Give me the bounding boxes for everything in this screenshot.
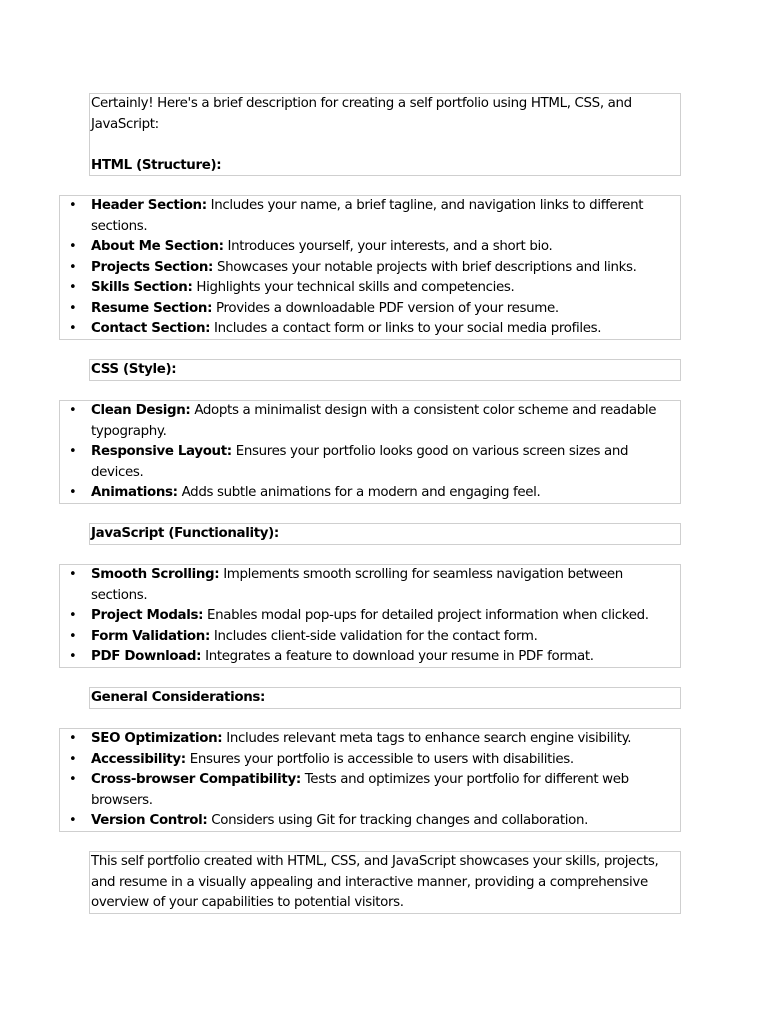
list-item (60, 565, 680, 606)
item-label: Form Validation: (91, 628, 210, 644)
item-text: Integrates a feature to download your resume in PDF format. (201, 649, 594, 664)
bullet-icon: • (69, 608, 77, 623)
list-item (60, 811, 680, 832)
bullet-icon: • (69, 239, 77, 254)
item-label: SEO Optimization: (91, 731, 223, 746)
bullet-icon: • (69, 649, 77, 664)
bullet-list (60, 196, 680, 340)
bullet-icon: • (69, 198, 77, 213)
item-text: Provides a downloadable PDF version of your resume. (212, 300, 559, 316)
item-label: About Me Section: (91, 239, 224, 254)
list-item (60, 196, 680, 237)
item-label: Animations: (91, 485, 178, 500)
item-label: Version Control: (91, 813, 208, 828)
bullet-icon: • (69, 444, 77, 459)
bullet-icon: • (69, 628, 77, 644)
css-heading-block (89, 359, 681, 381)
bullet-icon: • (69, 321, 77, 336)
list-item (60, 319, 680, 340)
bullet-list (60, 729, 680, 832)
item-text: Includes your name, a brief tagline, and navigation links to different sections. (91, 198, 644, 234)
item-label: Projects Section: (91, 259, 214, 275)
intro-block (89, 93, 681, 176)
bullet-icon: • (69, 259, 77, 275)
list-item (60, 770, 680, 811)
item-text: Includes a contact form or links to your social media profiles. (210, 321, 602, 336)
item-text: Considers using Git for tracking changes and collaboration. (207, 813, 589, 828)
conclusion-paragraph: This self portfolio created with HTML, CSS, and JavaScript showcases your skills, projects, and resume in a visually appealing and interactive manner, providing a comprehensive overview of your capabilities to potential visitors. (91, 854, 659, 910)
section-heading: CSS (Style): (91, 362, 177, 377)
conclusion-block (89, 851, 681, 914)
item-text: Ensures your portfolio is accessible to users with disabilities. (185, 751, 574, 767)
bullet-icon: • (69, 772, 77, 787)
item-label: Resume Section: (91, 300, 213, 316)
item-text: Showcases your notable projects with brief descriptions and links. (213, 259, 637, 275)
list-item (60, 258, 680, 279)
item-label: Clean Design: (91, 403, 191, 418)
item-label: Smooth Scrolling: (91, 567, 220, 582)
bullet-icon: • (69, 485, 77, 500)
item-label: Contact Section: (91, 321, 211, 336)
item-text: Tests and optimizes your portfolio for different web browsers. (91, 772, 629, 808)
bullet-list (60, 401, 680, 504)
item-label: Responsive Layout: (91, 444, 232, 459)
bullet-list (60, 565, 680, 668)
list-item (60, 483, 680, 504)
bullet-icon: • (69, 280, 77, 295)
list-item (60, 442, 680, 483)
html-structure-list (59, 195, 681, 340)
item-label: Cross-browser Compatibility: (91, 772, 301, 787)
item-text: Adopts a minimalist design with a consistent color scheme and readable typography. (91, 403, 657, 439)
bullet-icon: • (69, 300, 77, 316)
item-text: Implements smooth scrolling for seamless navigation between sections. (91, 567, 623, 603)
list-item (60, 237, 680, 258)
bullet-icon: • (69, 751, 77, 767)
list-item (60, 278, 680, 299)
item-text: Ensures your portfolio looks good on various screen sizes and devices. (91, 444, 629, 480)
css-style-list (59, 400, 681, 504)
section-heading: JavaScript (Functionality): (91, 526, 279, 541)
item-text: Enables modal pop-ups for detailed project information when clicked. (203, 608, 649, 623)
item-text: Adds subtle animations for a modern and engaging feel. (177, 485, 541, 500)
section-heading: HTML (Structure): (91, 157, 222, 173)
bullet-icon: • (69, 731, 77, 746)
item-label: PDF Download: (91, 649, 202, 664)
list-item (60, 401, 680, 442)
javascript-functionality-list (59, 564, 681, 668)
list-item (60, 647, 680, 668)
section-heading: General Considerations: (91, 690, 266, 705)
list-item (60, 299, 680, 320)
item-label: Project Modals: (91, 608, 204, 623)
item-label: Accessibility: (91, 751, 186, 767)
blank-line (91, 135, 680, 156)
list-item (60, 729, 680, 750)
javascript-heading-block (89, 523, 681, 545)
list-item (60, 627, 680, 648)
item-label: Header Section: (91, 198, 207, 213)
item-text: Includes relevant meta tags to enhance search engine visibility. (222, 731, 632, 746)
intro-paragraph: Certainly! Here's a brief description for creating a self portfolio using HTML, CSS, and JavaScript: (91, 96, 632, 132)
item-text: Includes client-side validation for the contact form. (209, 628, 538, 644)
general-heading-block (89, 687, 681, 709)
item-label: Skills Section: (91, 280, 193, 295)
list-item (60, 606, 680, 627)
general-considerations-list (59, 728, 681, 832)
item-text: Highlights your technical skills and competencies. (192, 280, 515, 295)
bullet-icon: • (69, 813, 77, 828)
list-item (60, 750, 680, 771)
bullet-icon: • (69, 403, 77, 418)
item-text: Introduces yourself, your interests, and a short bio. (223, 239, 553, 254)
bullet-icon: • (69, 567, 77, 582)
